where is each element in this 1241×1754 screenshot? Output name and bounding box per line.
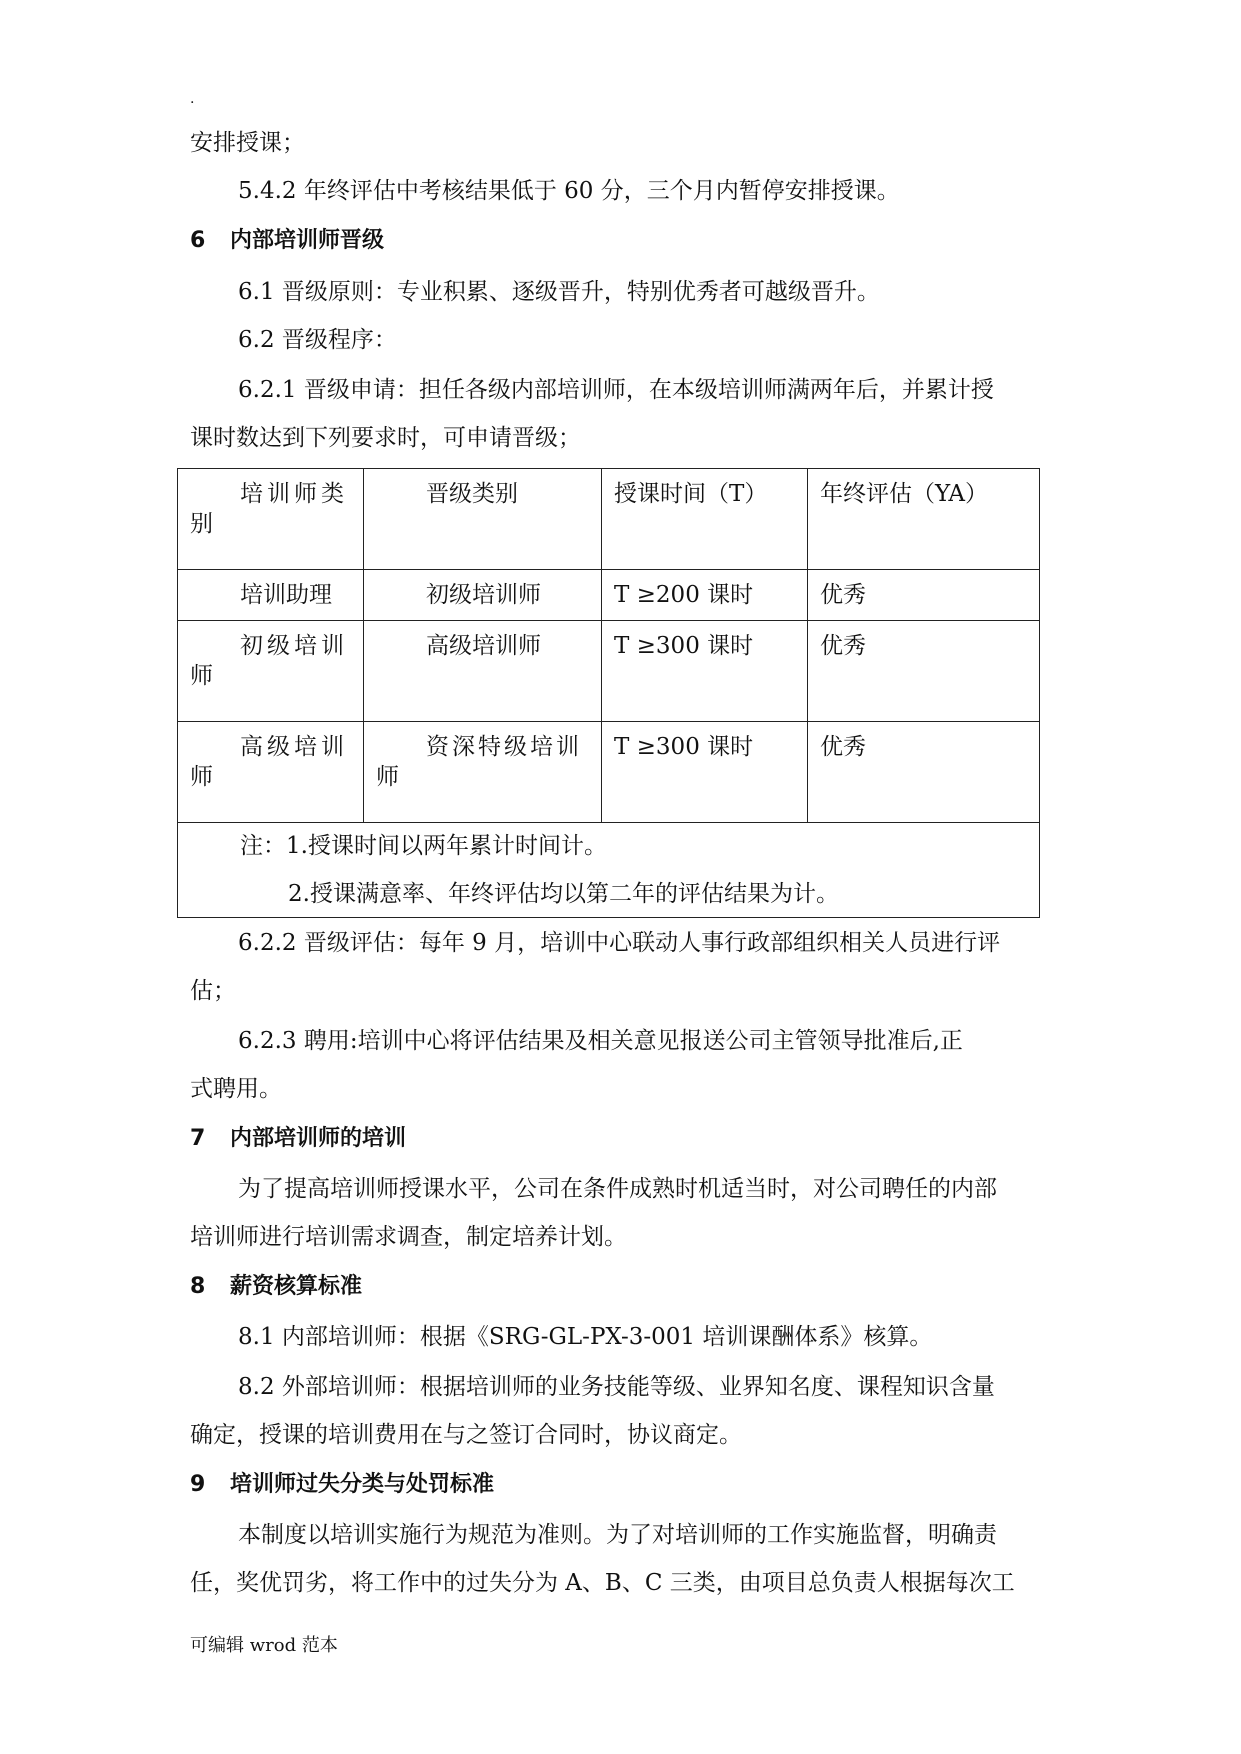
section-number: 7 — [190, 1126, 206, 1151]
section-title: 培训师过失分类与处罚标准 — [230, 1472, 495, 1497]
section-title: 内部培训师晋级 — [230, 228, 385, 253]
clause-6-2-1-line2: 课时数达到下列要求时，可申请晋级； — [190, 425, 581, 451]
section-number: 8 — [190, 1274, 206, 1299]
clause-6-2: 6.2 晋级程序： — [238, 327, 397, 353]
section-title: 内部培训师的培训 — [230, 1126, 407, 1151]
header-promotion-category: 晋级类别 — [364, 469, 602, 570]
cell-trainer-category: 高级培训 师 — [178, 722, 364, 823]
section-6-heading — [190, 226, 384, 256]
page-footer: 可编辑 wrod 范本 — [190, 1635, 338, 1656]
cell-teaching-hours: T ≥300 课时 — [602, 621, 808, 722]
section-title: 薪资核算标准 — [230, 1274, 363, 1299]
clause-6-2-1-line1: 6.2.1 晋级申请：担任各级内部培训师，在本级培训师满两年后，并累计授 — [238, 377, 994, 403]
section-9-line1: 本制度以培训实施行为规范为准则。为了对培训师的工作实施监督，明确责 — [238, 1522, 997, 1548]
section-9-heading — [190, 1470, 494, 1500]
clause-6-2-2-line2: 估； — [190, 978, 236, 1004]
header-trainer-category: 培训师类 别 — [178, 469, 364, 570]
section-7-line1: 为了提高培训师授课水平，公司在条件成熟时机适当时，对公司聘任的内部 — [238, 1176, 997, 1202]
clause-6-2-2-line1: 6.2.2 晋级评估：每年 9 月，培训中心联动人事行政部组织相关人员进行评 — [238, 930, 1001, 956]
cell-promotion-category: 高级培训师 — [364, 621, 602, 722]
clause-8-1: 8.1 内部培训师：根据《SRG-GL-PX-3-001 培训课酬体系》核算。 — [238, 1324, 933, 1350]
cell-trainer-category: 初级培训 师 — [178, 621, 364, 722]
section-number: 6 — [190, 228, 206, 253]
section-8-heading — [190, 1272, 362, 1302]
clause-5-4-2: 5.4.2 年终评估中考核结果低于 60 分，三个月内暂停安排授课。 — [238, 178, 900, 204]
paragraph-line: 安排授课； — [190, 130, 305, 156]
clause-6-1: 6.1 晋级原则：专业积累、逐级晋升，特别优秀者可越级晋升。 — [238, 279, 880, 305]
section-9-line2: 任，奖优罚劣，将工作中的过失分为 A、B、C 三类，由项目总负责人根据每次工 — [190, 1570, 1015, 1596]
table-header-row — [178, 469, 1040, 570]
clause-8-2-line1: 8.2 外部培训师：根据培训师的业务技能等级、业界知名度、课程知识含量 — [238, 1374, 995, 1400]
table-row — [178, 570, 1040, 621]
cell-evaluation: 优秀 — [808, 621, 1040, 722]
note-line-2: 2.授课满意率、年终评估均以第二年的评估结果为计。 — [288, 881, 839, 907]
section-7-line2: 培训师进行培训需求调查，制定培养计划。 — [190, 1224, 627, 1250]
cell-evaluation: 优秀 — [808, 570, 1040, 621]
table-note — [178, 823, 1040, 918]
section-7-heading — [190, 1124, 406, 1154]
header-teaching-hours: 授课时间（T） — [602, 469, 808, 570]
promotion-table — [177, 468, 1040, 918]
cell-trainer-category: 培训助理 — [178, 570, 364, 621]
table-note-row — [178, 823, 1040, 918]
table-row — [178, 621, 1040, 722]
section-number: 9 — [190, 1472, 206, 1497]
clause-8-2-line2: 确定，授课的培训费用在与之签订合同时，协议商定。 — [190, 1422, 742, 1448]
cell-teaching-hours: T ≥200 课时 — [602, 570, 808, 621]
header-annual-evaluation: 年终评估（YA） — [808, 469, 1040, 570]
clause-6-2-3-line2: 式聘用。 — [190, 1076, 282, 1102]
header-dot: . — [190, 91, 195, 107]
table-row — [178, 722, 1040, 823]
clause-6-2-3-line1: 6.2.3 聘用:培训中心将评估结果及相关意见报送公司主管领导批准后,正 — [238, 1028, 963, 1054]
cell-promotion-category: 初级培训师 — [364, 570, 602, 621]
note-line-1: 注：1.授课时间以两年累计时间计。 — [240, 833, 607, 859]
cell-evaluation: 优秀 — [808, 722, 1040, 823]
cell-teaching-hours: T ≥300 课时 — [602, 722, 808, 823]
cell-promotion-category: 资深特级培训 师 — [364, 722, 602, 823]
